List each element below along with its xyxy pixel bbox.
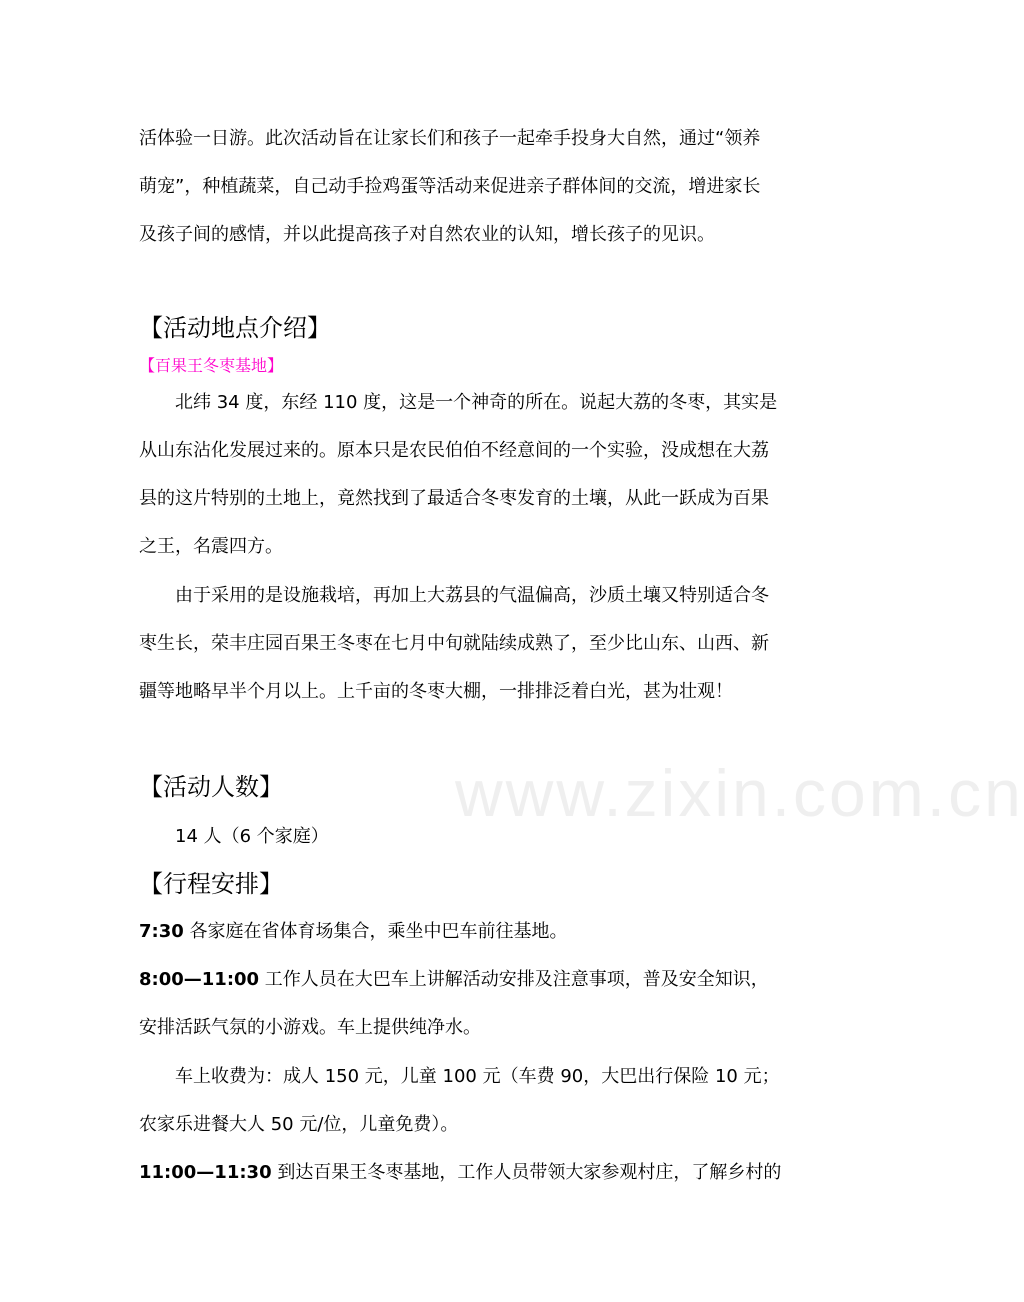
fee-line: 农家乐进餐大人 50 元/位，儿童免费）。 xyxy=(139,1114,459,1135)
intro-line: 及孩子间的感情，并以此提高孩子对自然农业的认知，增长孩子的见识。 xyxy=(139,224,715,245)
schedule-text: 到达百果王冬枣基地，工作人员带领大家参观村庄，了解乡村的 xyxy=(271,1162,782,1183)
schedule-text: 工作人员在大巴车上讲解活动安排及注意事项，普及安全知识， xyxy=(259,969,769,990)
schedule-item xyxy=(139,968,769,992)
paragraph-line: 北纬 34 度，东经 110 度，这是一个神奇的所在。说起大荔的冬枣，其实是 xyxy=(175,392,778,413)
section-heading-schedule: 【行程安排】 xyxy=(139,870,283,898)
schedule-continuation: 安排活跃气氛的小游戏。车上提供纯净水。 xyxy=(139,1017,481,1038)
paragraph-line: 之王，名震四方。 xyxy=(139,536,283,557)
paragraph-line: 由于采用的是设施栽培，再加上大荔县的气温偏高，沙质土壤又特别适合冬 xyxy=(175,585,769,606)
fee-line: 车上收费为：成人 150 元，儿童 100 元（车费 90，大巴出行保险 10 元； xyxy=(175,1066,780,1087)
participants-text: 14 人（6 个家庭） xyxy=(175,826,329,847)
paragraph-line: 从山东沾化发展过来的。原本只是农民伯伯不经意间的一个实验，没成想在大荔 xyxy=(139,440,769,461)
paragraph-line: 枣生长，荣丰庄园百果王冬枣在七月中旬就陆续成熟了，至少比山东、山西、新 xyxy=(139,633,769,654)
intro-line: 萌宠”，种植蔬菜，自己动手捡鸡蛋等活动来促进亲子群体间的交流，增进家长 xyxy=(139,176,761,197)
intro-line: 活体验一日游。此次活动旨在让家长们和孩子一起牵手投身大自然，通过“领养 xyxy=(139,128,761,149)
subheading-base: 【百果王冬枣基地】 xyxy=(139,356,284,375)
section-heading-participants: 【活动人数】 xyxy=(139,773,283,801)
schedule-text: 各家庭在省体育场集合，乘坐中巴车前往基地。 xyxy=(183,921,568,942)
paragraph-line: 县的这片特别的土地上，竟然找到了最适合冬枣发育的土壤，从此一跃成为百果 xyxy=(139,488,769,509)
schedule-item xyxy=(139,1161,781,1185)
schedule-time: 11:00—11:30 xyxy=(139,1162,272,1183)
section-heading-location: 【活动地点介绍】 xyxy=(139,314,331,342)
schedule-item xyxy=(139,920,568,944)
paragraph-line: 疆等地略早半个月以上。上千亩的冬枣大棚，一排排泛着白光，甚为壮观！ xyxy=(139,681,733,702)
schedule-time: 8:00—11:00 xyxy=(139,969,260,990)
schedule-time: 7:30 xyxy=(139,921,184,942)
watermark: www.zixin.com.cn xyxy=(455,756,1024,830)
